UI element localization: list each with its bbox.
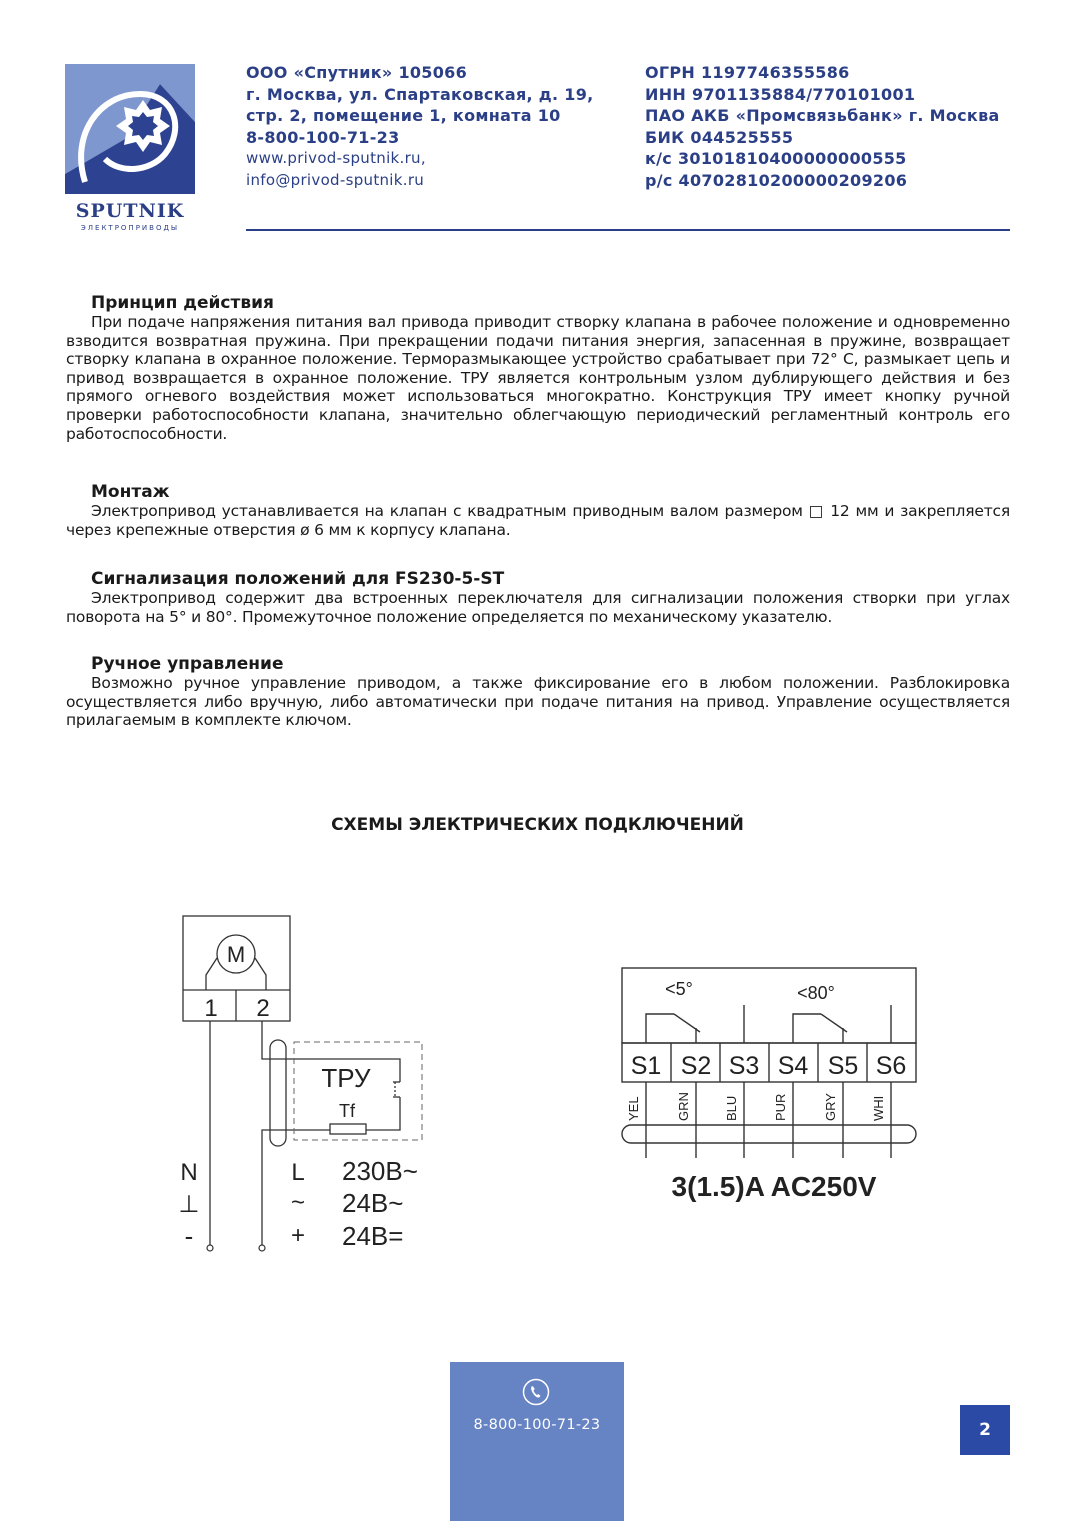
company-line: ООО «Спутник» 105066 <box>246 63 468 82</box>
plus-symbol: + <box>290 1222 306 1249</box>
address-line: г. Москва, ул. Спартаковская, д. 19, <box>246 84 594 104</box>
footer-phone-box <box>450 1362 624 1521</box>
tru-label: ТРУ <box>321 1063 371 1093</box>
address-line: стр. 2, помещение 1, комната 10 <box>246 106 561 125</box>
l-symbol: L <box>291 1159 305 1186</box>
wire-whi: WHI <box>871 1095 886 1121</box>
requisite-line: р/с 40702810200000209206 <box>645 170 908 190</box>
wire-grn: GRN <box>676 1092 691 1121</box>
voltage-24ac: 24В~ <box>342 1188 404 1218</box>
ac-symbol: ~ <box>290 1189 306 1216</box>
wire-blu: BLU <box>724 1095 739 1121</box>
phone-line: 8-800-100-71-23 <box>246 127 400 147</box>
wire-pur: PUR <box>773 1093 788 1121</box>
motor-label: M <box>226 942 246 967</box>
requisite-line: ПАО АКБ «Промсвязьбанк» г. Москва <box>645 106 1000 125</box>
section-mounting <box>66 482 1010 539</box>
email-link[interactable]: info@privod-sputnik.ru <box>246 170 425 189</box>
logo-text: SPUTNIK <box>75 200 185 222</box>
section-text: Электропривод содержит два встроенных переключателя для сигнализации положения створки при углах поворота на 5° и 80°. Промежуточное положение определяется по механическому указателю. <box>66 589 1010 626</box>
tf-label: Tf <box>339 1101 355 1121</box>
terminal-s3: S3 <box>728 1052 760 1080</box>
requisite-line: БИК 044525555 <box>645 127 794 147</box>
requisite-line: ИНН 9701135884/770101001 <box>645 84 916 104</box>
footer-phone[interactable]: 8-800-100-71-23 <box>473 1417 601 1433</box>
phone-icon <box>522 1378 550 1406</box>
section-title: Сигнализация положений для FS230-5-ST <box>91 569 505 589</box>
terminal-s6: S6 <box>875 1052 907 1080</box>
company-address <box>246 62 594 191</box>
website-link[interactable]: www.privod-sputnik.ru, <box>246 149 426 167</box>
terminal-s1: S1 <box>630 1052 662 1080</box>
rating-label: 3(1.5)A AC250V <box>671 1171 877 1202</box>
terminal-2: 2 <box>256 995 270 1022</box>
section-text: Электропривод устанавливается на клапан с квадратным приводным валом размером □ 12 мм и закрепляется через крепежные отверстия ø 6 мм к корпусу клапана. <box>66 502 1010 539</box>
company-requisites <box>645 62 1000 191</box>
requisite-line: ОГРН 1197746355586 <box>645 63 850 82</box>
terminal-s5: S5 <box>827 1052 859 1080</box>
section-text: При подаче напряжения питания вал привода приводит створку клапана в рабочее положение и одновременно взводится возвратная пружина. При прекращении подачи питания энергия, запасенная в пружине, возвращает створку клапана в охранное положение. Терморазмыкающее устройство срабатывает при 72° С, размыкает цепь и привод возвращается в охранное положение. ТРУ является контрольным узлом дублирующего действия и без прямого огневого воздействия может использоваться многократно. Конструкция ТРУ имеет кнопку ручной проверки работоспособности клапана, значительно облегчающую периодический регламентный контроль его работоспособности. <box>66 313 1010 443</box>
section-signaling <box>66 569 1010 626</box>
requisite-line: к/с 30101810400000000555 <box>645 149 907 168</box>
section-principle <box>66 293 1010 443</box>
n-symbol: N <box>180 1159 198 1186</box>
section-title: Принцип действия <box>91 293 274 313</box>
terminal-s2: S2 <box>680 1052 712 1080</box>
ground-symbol: ⊥ <box>178 1191 200 1218</box>
terminal-s4: S4 <box>777 1052 809 1080</box>
angle-80-label: <80° <box>797 983 835 1003</box>
section-manual-control <box>66 654 1010 730</box>
minus-symbol: - <box>184 1221 194 1251</box>
voltage-230: 230В~ <box>342 1156 418 1186</box>
section-title: Монтаж <box>91 482 170 502</box>
page-number: 2 <box>960 1405 1010 1455</box>
voltage-24dc: 24В= <box>342 1221 404 1251</box>
wire-yel: YEL <box>626 1096 641 1121</box>
section-title: Ручное управление <box>91 654 284 674</box>
header-divider <box>246 229 1010 231</box>
angle-5-label: <5° <box>665 979 693 999</box>
wire-gry: GRY <box>823 1093 838 1121</box>
sputnik-logo <box>65 64 195 232</box>
terminal-1: 1 <box>204 995 218 1022</box>
schemes-title: СХЕМЫ ЭЛЕКТРИЧЕСКИХ ПОДКЛЮЧЕНИЙ <box>331 815 744 835</box>
section-text: Возможно ручное управление приводом, а также фиксирование его в любом положении. Разблокировка осуществляется либо вручную, либо автоматически при подаче питания на привод. Управление осуществляется прилагаемым в комплекте ключом. <box>66 674 1010 730</box>
logo-subtext: ЭЛЕКТРОПРИВОДЫ <box>80 224 180 232</box>
